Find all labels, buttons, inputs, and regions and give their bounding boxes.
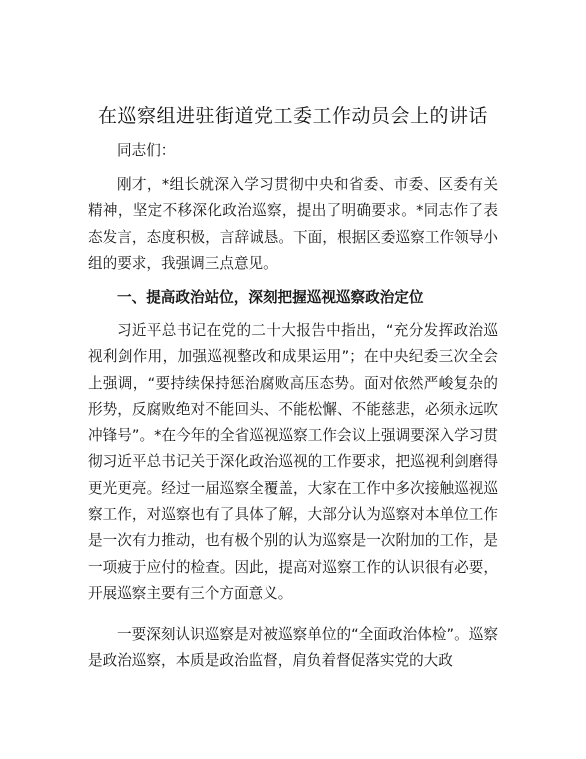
paragraph-1: 刚才，*组长就深入学习贯彻中央和省委、市委、区委有关精神，坚定不移深化政治巡察，提出了明确要求。*同志作了表态发言，态度积极，言辞诚恳。下面，根据区委巡察工作领导小组的要求，我强调三点意见。 [88,176,498,272]
greeting: 同志们： [117,142,176,159]
document-title: 在巡察组进驻街道党工委工作动员会上的讲话 [97,105,488,127]
paragraph-2: 习近平总书记在党的二十大报告中指出，“充分发挥政治巡视利剑作用，加强巡视整改和成果运用”；在中央纪委三次全会上强调，“要持续保持惩治腐败高压态势。面对依然严峻复杂的形势，反腐败绝对不能回头、不能松懈、不能慈悲，必须永远吹冲锋号”。*在今年的全省巡视巡察工作会议上强调要深入学习贯彻习近平总书记关于深化政治巡视的工作要求，把巡视利剑磨得更光更亮。经过一届巡察全覆盖，大家在工作中多次接触巡视巡察工作，对巡察也有了具体了解，大部分认为巡察对本单位工作是一次有力推动，也有极个别的认为巡察是一次附加的工作，是一项疲于应付的检查。因此，提高对巡察工作的认识很有必要，开展巡察主要有三个方面意义。 [88,322,498,602]
section-heading-1: 一、提高政治站位，深刻把握巡视巡察政治定位 [117,289,424,306]
paragraph-3: 一要深刻认识巡察是对被巡察单位的“全面政治体检”。巡察是政治巡察，本质是政治监督，肩负着督促落实党的大政 [88,626,498,670]
